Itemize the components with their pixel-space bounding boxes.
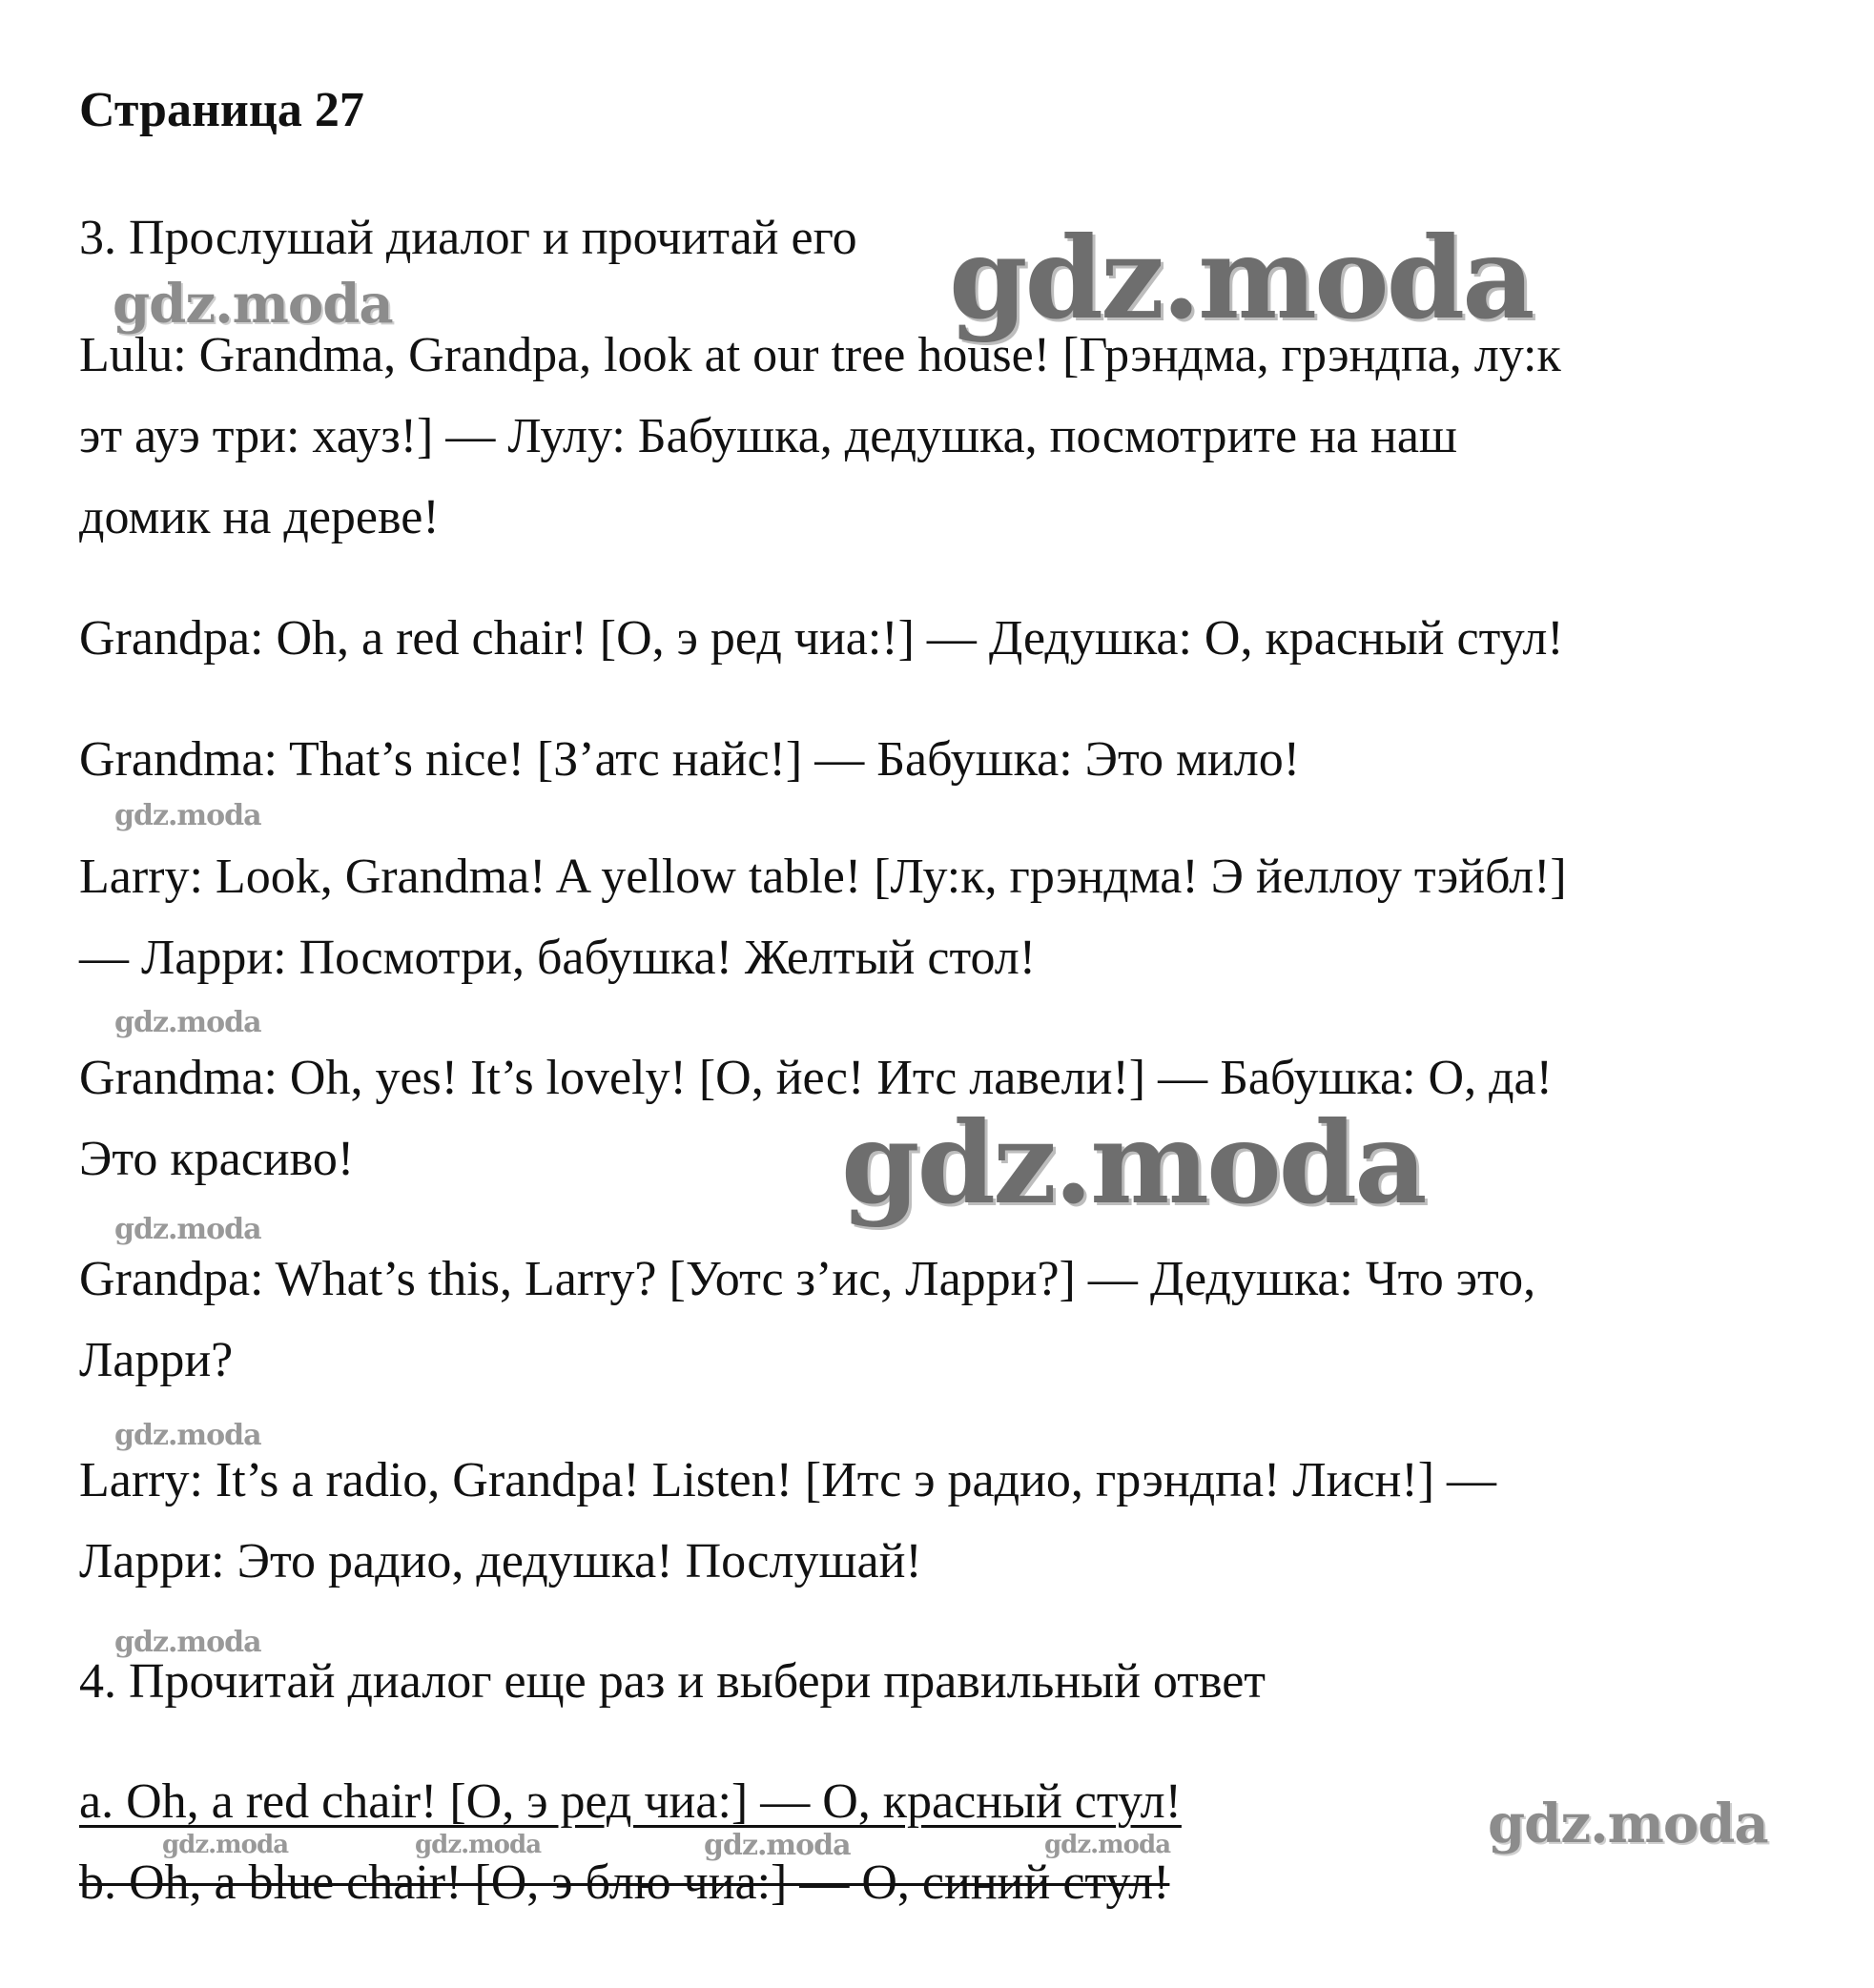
watermark-logo: gdz.moda [949,212,1533,344]
dialogue-line: Grandpa: What’s this, Larry? [Уотс з’ис, Ларри?] — Дедушка: Что это, [79,1252,1536,1306]
page-title: Страница 27 [79,83,364,137]
watermark-logo: gdz.moda [841,1096,1425,1229]
dialogue-line: Lulu: Grandma, Grandpa, look at our tree house! [Грэндма, грэндпа, лу:к [79,328,1561,382]
answer-option-wrong: b. Oh, a blue chair! [О, э блю чиа:] — О, синий стул! [79,1855,1170,1910]
dialogue-line: Grandma: Oh, yes! It’s lovely! [О, йес! Итс лавели!] — Бабушка: О, да! [79,1051,1553,1105]
watermark-logo: gdz.moda [1488,1793,1768,1855]
watermark-logo: gdz.moda [114,799,261,832]
watermark-logo: gdz.moda [114,1006,261,1039]
dialogue-line: Ларри: Это радио, дедушка! Послушай! [79,1534,922,1588]
exercise-3-heading: 3. Прослушай диалог и прочитай его [79,211,857,265]
watermark-logo: gdz.moda [114,1419,261,1452]
watermark-logo: gdz.moda [1044,1831,1171,1859]
watermark-logo: gdz.moda [162,1831,289,1859]
answer-option-correct: a. Oh, a red chair! [О, э ред чиа:] — О, красный стул! [79,1774,1182,1829]
dialogue-line: — Ларри: Посмотри, бабушка! Желтый стол! [79,931,1037,985]
dialogue-line: Ларри? [79,1333,234,1387]
watermark-logo: gdz.moda [704,1829,851,1862]
watermark-logo: gdz.moda [114,1213,261,1246]
dialogue-line: Это красиво! [79,1132,355,1186]
watermark-logo: gdz.moda [113,273,393,336]
exercise-4-heading: 4. Прочитай диалог еще раз и выбери правильный ответ [79,1654,1266,1709]
dialogue-line: домик на дереве! [79,490,440,544]
dialogue-line: Grandpa: Oh, a red chair! [О, э ред чиа:!] — Дедушка: О, красный стул! [79,611,1564,666]
dialogue-line: Larry: It’s a radio, Grandpa! Listen! [Итс э радио, грэндпа! Лисн!] — [79,1453,1497,1507]
watermark-logo: gdz.moda [415,1831,542,1859]
dialogue-line: Larry: Look, Grandma! A yellow table! [Лу:к, грэндма! Э йеллоу тэйбл!] [79,850,1567,904]
dialogue-line: эт ауэ три: хауз!] — Лулу: Бабушка, дедушка, посмотрите на наш [79,409,1457,463]
watermark-logo: gdz.moda [114,1626,261,1659]
dialogue-line: Grandma: That’s nice! [З’атс найс!] — Бабушка: Это мило! [79,732,1301,787]
